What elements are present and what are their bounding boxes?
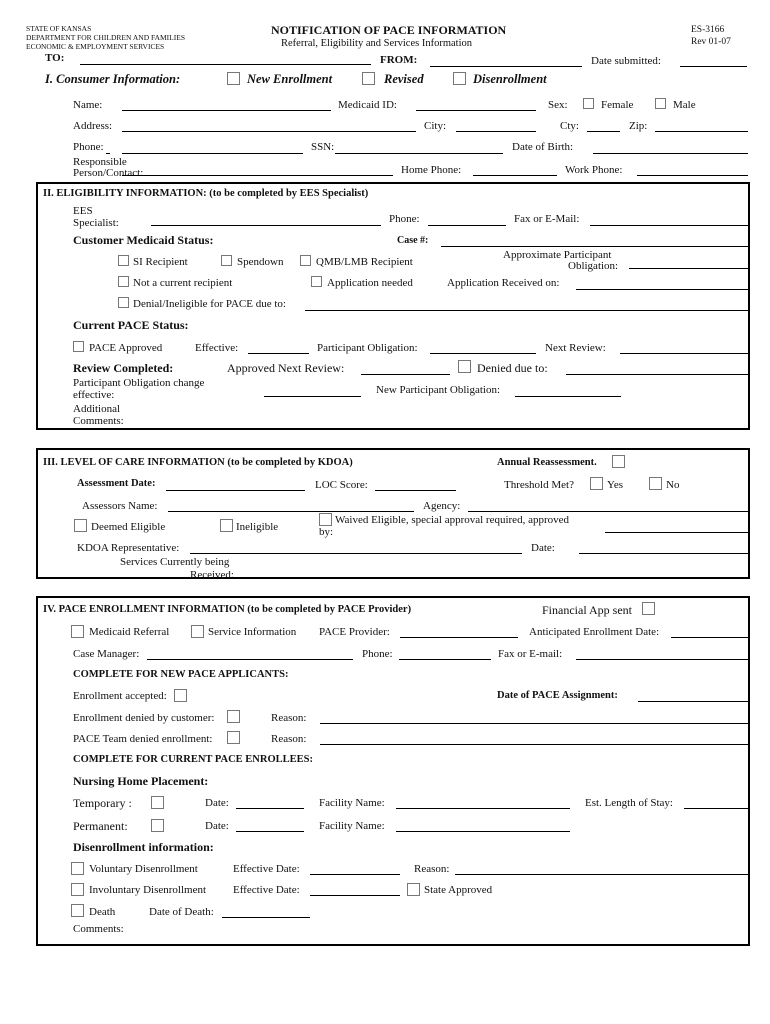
permanent-checkbox[interactable] (151, 819, 164, 832)
qmb-label: QMB/LMB Recipient (316, 256, 413, 268)
work-phone-field[interactable] (637, 175, 748, 176)
pace-provider-label: PACE Provider: (319, 626, 390, 638)
state-approved-checkbox[interactable] (407, 883, 420, 896)
address-label: Address: (73, 120, 113, 132)
specialist-fax-label: Fax or E-Mail: (514, 213, 580, 225)
services-label-1: Services Currently being (120, 556, 230, 568)
assessment-date-label: Assessment Date: (77, 478, 156, 489)
home-phone-label: Home Phone: (401, 164, 462, 176)
team-reason-label: Reason: (271, 733, 307, 745)
involuntary-effective-field[interactable] (310, 895, 400, 896)
voluntary-reason-label: Reason: (414, 863, 450, 875)
threshold-no-label: No (666, 479, 680, 491)
annual-reassessment-checkbox[interactable] (612, 455, 625, 468)
application-received-label: Application Received on: (447, 277, 560, 289)
spendown-checkbox[interactable] (221, 255, 232, 266)
application-received-field[interactable] (576, 289, 748, 290)
person-contact-label: Person/Contact: (73, 167, 144, 179)
death-checkbox[interactable] (71, 904, 84, 917)
denial-checkbox[interactable] (118, 297, 129, 308)
county-field[interactable] (587, 131, 620, 132)
effective-field[interactable] (248, 353, 309, 354)
services-label-2: Received: (190, 569, 234, 581)
responsible-field[interactable] (122, 175, 393, 176)
form-subtitle: Referral, Eligibility and Services Information (281, 38, 472, 49)
comments-label-2: Comments: (73, 415, 124, 427)
denied-due-to-label: Denied due to: (477, 361, 548, 375)
agency-line-2: DEPARTMENT FOR CHILDREN AND FAMILIES (26, 33, 186, 42)
kdoa-date-field[interactable] (579, 553, 748, 554)
obligation-change-label-1: Participant Obligation change (73, 377, 205, 389)
pace-fax-label: Fax or E-mail: (498, 648, 563, 660)
temporary-label: Temporary : (73, 796, 132, 810)
assessment-date-field[interactable] (166, 490, 305, 491)
anticipated-enrollment-field[interactable] (671, 637, 748, 638)
work-phone-label: Work Phone: (565, 164, 623, 176)
next-review-label: Next Review: (545, 342, 606, 354)
specialist-field[interactable] (151, 225, 381, 226)
ineligible-checkbox[interactable] (220, 519, 233, 532)
section-4-heading: IV. PACE ENROLLMENT INFORMATION (to be completed by PACE Provider) (43, 604, 412, 615)
not-current-label: Not a current recipient (133, 277, 233, 289)
annual-reassessment-label: Annual Reassessment. (497, 457, 597, 468)
voluntary-checkbox[interactable] (71, 862, 84, 875)
deemed-eligible-label: Deemed Eligible (91, 521, 166, 533)
enrollment-accepted-label: Enrollment accepted: (73, 690, 167, 702)
agency-label: Agency: (423, 500, 461, 512)
section-3-heading: III. LEVEL OF CARE INFORMATION (to be completed by KDOA) (43, 457, 353, 468)
county-label: Cty: (560, 120, 579, 132)
denial-field[interactable] (305, 310, 748, 311)
date-pace-assignment-label: Date of PACE Assignment: (497, 690, 618, 701)
team-denied-checkbox[interactable] (227, 731, 240, 744)
pace-fax-field[interactable] (576, 659, 748, 660)
date-submitted-label: Date submitted: (591, 55, 661, 67)
assessors-name-label: Assessors Name: (82, 500, 158, 512)
female-checkbox[interactable] (583, 98, 594, 109)
application-needed-checkbox[interactable] (311, 276, 322, 287)
denied-due-to-field[interactable] (566, 374, 748, 375)
customer-reason-field[interactable] (320, 723, 748, 724)
form-title: NOTIFICATION OF PACE INFORMATION (271, 23, 507, 37)
ees-label: EES (73, 205, 93, 217)
temporary-checkbox[interactable] (151, 796, 164, 809)
obligation-change-field[interactable] (264, 396, 361, 397)
si-recipient-checkbox[interactable] (118, 255, 129, 266)
new-enrollment-checkbox[interactable] (227, 72, 240, 85)
waived-eligible-label-2: by: (319, 526, 334, 538)
disenrollment-checkbox[interactable] (453, 72, 466, 85)
zip-label: Zip: (629, 120, 648, 132)
dob-field[interactable] (593, 153, 748, 154)
voluntary-reason-field[interactable] (455, 874, 748, 875)
temporary-date-field[interactable] (236, 808, 304, 809)
kdoa-rep-field[interactable] (190, 553, 522, 554)
nursing-home-heading: Nursing Home Placement: (73, 774, 209, 788)
current-enrollees-heading: COMPLETE FOR CURRENT PACE ENROLLEES: (73, 754, 313, 765)
service-information-label: Service Information (208, 626, 297, 638)
medicaid-status-heading: Customer Medicaid Status: (73, 233, 214, 247)
waived-eligible-checkbox[interactable] (319, 513, 332, 526)
case-manager-field[interactable] (147, 659, 353, 660)
medicaid-referral-label: Medicaid Referral (89, 626, 170, 638)
new-obligation-label: New Participant Obligation: (376, 384, 501, 396)
new-obligation-field[interactable] (515, 396, 621, 397)
next-review-field[interactable] (620, 353, 748, 354)
agency-line-3: ECONOMIC & EMPLOYMENT SERVICES (26, 42, 165, 51)
state-approved-label: State Approved (424, 884, 493, 896)
permanent-date-field[interactable] (236, 831, 304, 832)
service-information-checkbox[interactable] (191, 625, 204, 638)
involuntary-effective-label: Effective Date: (233, 884, 300, 896)
section-2-heading: II. ELIGIBILITY INFORMATION: (to be completed by EES Specialist) (43, 188, 369, 199)
pace-approved-label: PACE Approved (89, 342, 163, 354)
loc-score-field[interactable] (375, 490, 456, 491)
responsible-label: Responsible (73, 156, 127, 168)
medicaid-id-field[interactable] (416, 110, 536, 111)
disenrollment-label: Disenrollment (473, 72, 547, 86)
temporary-facility-label: Facility Name: (319, 797, 385, 809)
ineligible-label: Ineligible (236, 521, 279, 533)
specialist-phone-field[interactable] (428, 225, 506, 226)
participant-obligation-label: Participant Obligation: (317, 342, 418, 354)
customer-reason-label: Reason: (271, 712, 307, 724)
enrollment-accepted-checkbox[interactable] (174, 689, 187, 702)
home-phone-field[interactable] (473, 175, 557, 176)
review-completed-heading: Review Completed: (73, 361, 174, 375)
pace-phone-label: Phone: (362, 648, 393, 660)
medicaid-referral-checkbox[interactable] (71, 625, 84, 638)
financial-app-label: Financial App sent (542, 603, 632, 617)
loc-score-label: LOC Score: (315, 479, 368, 491)
voluntary-effective-label: Effective Date: (233, 863, 300, 875)
pace-phone-field[interactable] (399, 659, 491, 660)
revised-label: Revised (384, 72, 424, 86)
medicaid-id-label: Medicaid ID: (338, 99, 397, 111)
death-label: Death (89, 906, 116, 918)
kdoa-rep-label: KDOA Representative: (77, 542, 180, 554)
dob-label: Date of Birth: (512, 141, 574, 153)
form-number: ES-3166 (691, 25, 725, 35)
specialist-phone-label: Phone: (389, 213, 420, 225)
involuntary-checkbox[interactable] (71, 883, 84, 896)
additional-label: Additional (73, 403, 121, 415)
permanent-facility-field[interactable] (396, 831, 570, 832)
form-revision: Rev 01-07 (691, 37, 731, 47)
threshold-yes-checkbox[interactable] (590, 477, 603, 490)
zip-field[interactable] (655, 131, 748, 132)
team-denied-label: PACE Team denied enrollment: (73, 733, 213, 745)
case-number-field[interactable] (441, 246, 748, 247)
approved-next-review-field[interactable] (361, 374, 450, 375)
section-4-comments-label: Comments: (73, 923, 124, 935)
temporary-date-label: Date: (205, 797, 229, 809)
pace-status-heading: Current PACE Status: (73, 318, 189, 332)
new-applicants-heading: COMPLETE FOR NEW PACE APPLICANTS: (73, 669, 289, 680)
approx-obligation-label-1: Approximate Participant (503, 249, 612, 261)
est-length-field[interactable] (684, 808, 748, 809)
female-label: Female (601, 99, 634, 111)
threshold-no-checkbox[interactable] (649, 477, 662, 490)
team-reason-field[interactable] (320, 744, 748, 745)
date-submitted-field[interactable] (680, 66, 747, 67)
phone-label: Phone: (73, 141, 104, 153)
from-label: FROM: (380, 54, 418, 66)
effective-label: Effective: (195, 342, 239, 354)
new-enrollment-label: New Enrollment (247, 72, 333, 86)
name-field[interactable] (122, 110, 331, 111)
est-length-label: Est. Length of Stay: (585, 797, 673, 809)
specialist-label: Specialist: (73, 217, 119, 229)
date-of-death-field[interactable] (222, 917, 310, 918)
date-of-death-label: Date of Death: (149, 906, 214, 918)
male-checkbox[interactable] (655, 98, 666, 109)
permanent-date-label: Date: (205, 820, 229, 832)
waived-eligible-field[interactable] (605, 532, 748, 533)
voluntary-label: Voluntary Disenrollment (89, 863, 198, 875)
anticipated-enrollment-label: Anticipated Enrollment Date: (529, 626, 660, 638)
section-1-heading: I. Consumer Information: (45, 72, 181, 86)
financial-app-checkbox[interactable] (642, 602, 655, 615)
qmb-checkbox[interactable] (300, 255, 311, 266)
obligation-change-label-2: effective: (73, 389, 115, 401)
city-field[interactable] (456, 131, 536, 132)
approx-obligation-field[interactable] (629, 268, 748, 269)
city-label: City: (424, 120, 447, 132)
revised-checkbox[interactable] (362, 72, 375, 85)
assessors-name-field[interactable] (168, 511, 414, 512)
deemed-eligible-checkbox[interactable] (74, 519, 87, 532)
denied-due-to-checkbox[interactable] (458, 360, 471, 373)
not-current-checkbox[interactable] (118, 276, 129, 287)
ssn-label: SSN: (311, 141, 335, 153)
threshold-yes-label: Yes (607, 479, 624, 491)
permanent-label: Permanent: (73, 819, 128, 833)
kdoa-date-label: Date: (531, 542, 555, 554)
case-manager-label: Case Manager: (73, 648, 140, 660)
from-field[interactable] (430, 66, 582, 67)
to-field[interactable] (80, 64, 371, 65)
spendown-label: Spendown (237, 256, 284, 268)
phone-field[interactable] (122, 153, 303, 154)
address-field[interactable] (122, 131, 416, 132)
denial-label: Denial/Ineligible for PACE due to: (133, 298, 286, 310)
pace-provider-field[interactable] (400, 637, 518, 638)
male-label: Male (673, 99, 696, 111)
denied-by-customer-label: Enrollment denied by customer: (73, 712, 215, 724)
phone-underscore (106, 153, 110, 154)
disenrollment-info-heading: Disenrollment information: (73, 840, 214, 854)
application-needed-label: Application needed (327, 277, 413, 289)
waived-eligible-label-1: Waived Eligible, special approval required, approved (335, 514, 569, 526)
agency-line-1: STATE OF KANSAS (26, 24, 92, 33)
to-label: TO: (45, 52, 65, 64)
name-label: Name: (73, 99, 103, 111)
si-recipient-label: SI Recipient (133, 256, 188, 268)
approved-next-review-label: Approved Next Review: (227, 361, 345, 375)
permanent-facility-label: Facility Name: (319, 820, 385, 832)
date-pace-assignment-field[interactable] (638, 701, 748, 702)
pace-approved-checkbox[interactable] (73, 341, 84, 352)
involuntary-label: Involuntary Disenrollment (89, 884, 207, 896)
threshold-met-label: Threshold Met? (504, 479, 574, 491)
agency-field[interactable] (468, 511, 748, 512)
case-number-label: Case #: (397, 235, 429, 246)
denied-by-customer-checkbox[interactable] (227, 710, 240, 723)
temporary-facility-field[interactable] (396, 808, 570, 809)
sex-label: Sex: (548, 99, 568, 111)
ssn-field[interactable] (335, 153, 503, 154)
approx-obligation-label-2: Obligation: (568, 260, 619, 272)
specialist-fax-field[interactable] (590, 225, 748, 226)
participant-obligation-field[interactable] (430, 353, 536, 354)
voluntary-effective-field[interactable] (310, 874, 400, 875)
